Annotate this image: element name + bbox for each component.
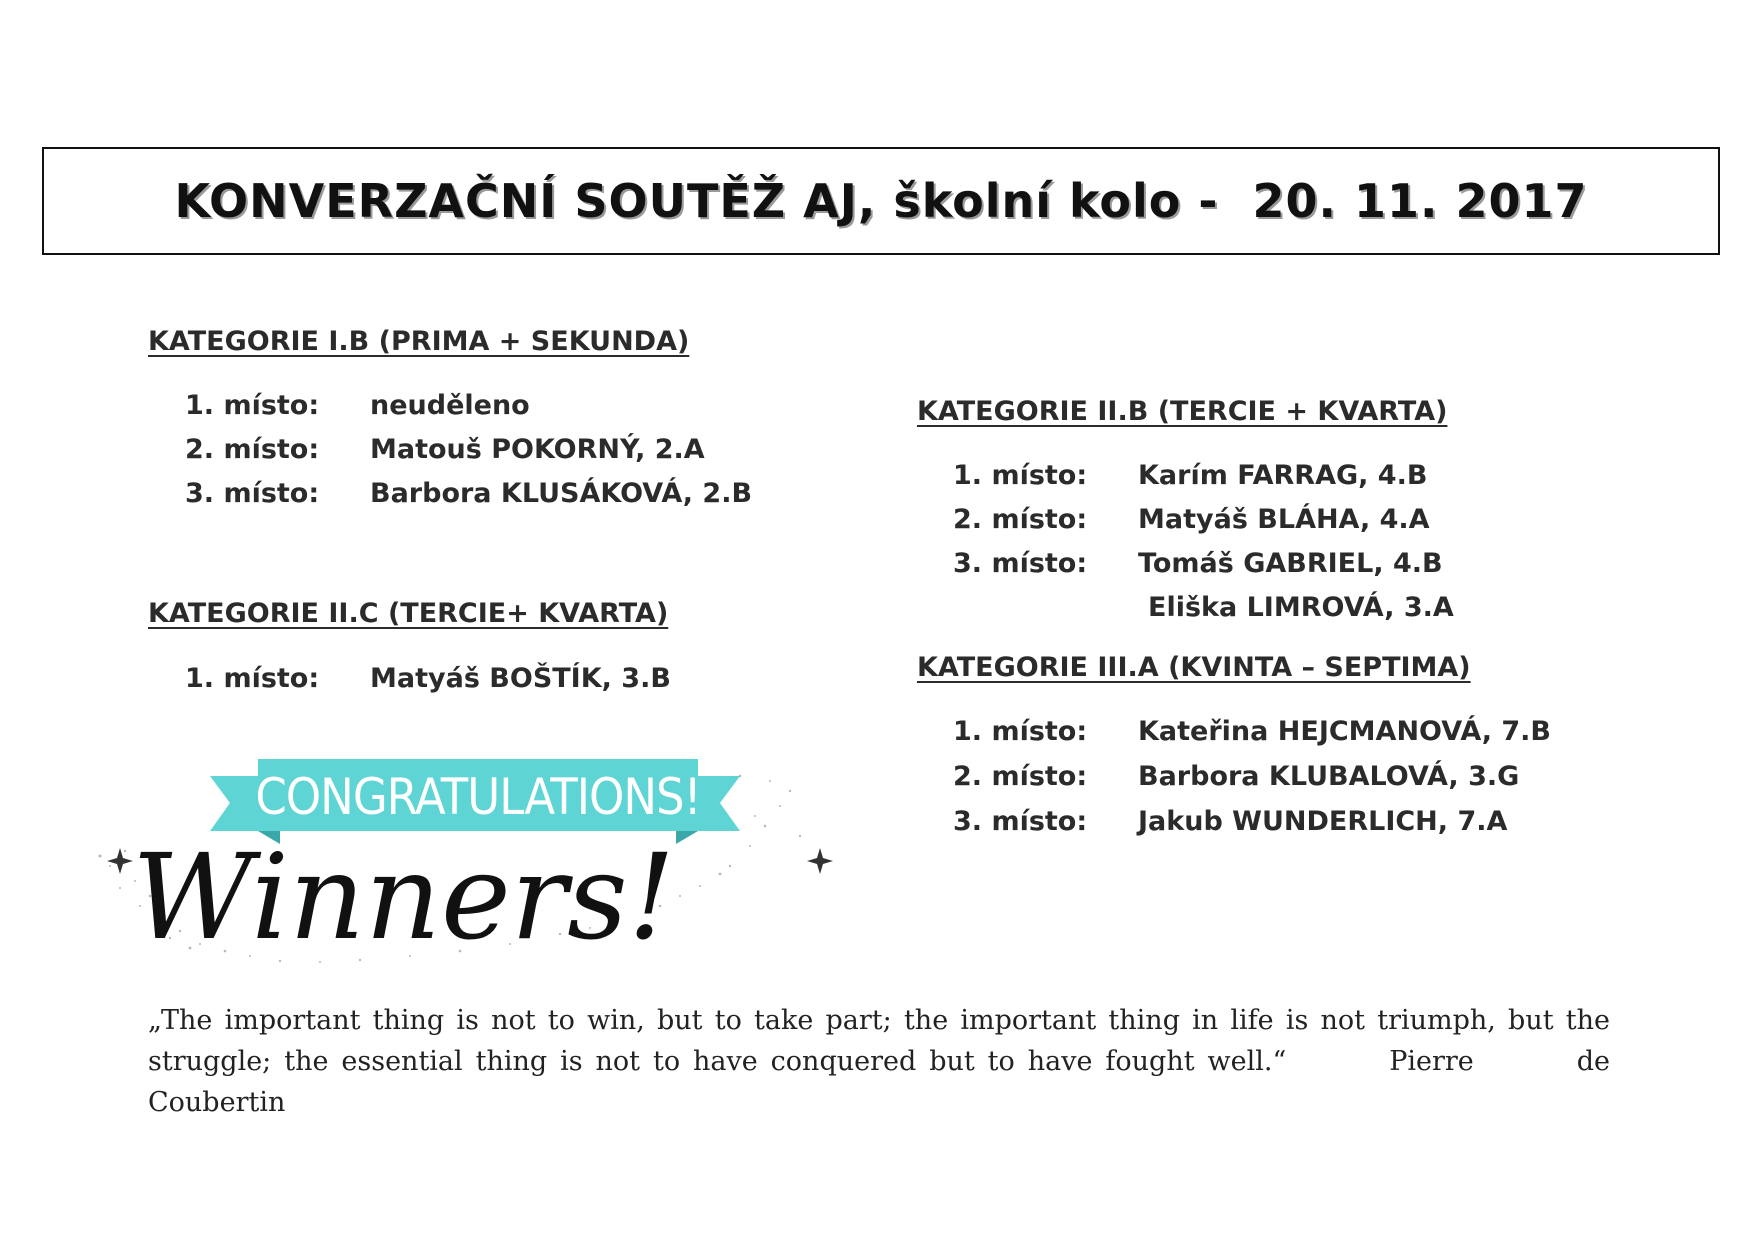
result-name: Barbora KLUSÁKOVÁ, 2.B	[370, 478, 753, 509]
result-place: 2. místo:	[953, 761, 1088, 792]
title-box	[42, 147, 1720, 255]
result-name: Matyáš BLÁHA, 4.A	[1138, 504, 1430, 535]
result-name: Barbora KLUBALOVÁ, 3.G	[1138, 761, 1520, 792]
result-place: 2. místo:	[185, 434, 320, 465]
result-name: Jakub WUNDERLICH, 7.A	[1138, 806, 1508, 837]
result-name: Matouš POKORNÝ, 2.A	[370, 434, 705, 465]
quote-author-last: Coubertin	[148, 1087, 286, 1118]
result-name: neuděleno	[370, 390, 530, 421]
result-place: 3. místo:	[185, 478, 320, 509]
ribbon-text: CONGRATULATIONS!	[255, 768, 701, 826]
result-name: Kateřina HEJCMANOVÁ, 7.B	[1138, 716, 1552, 747]
result-name: Karím FARRAG, 4.B	[1138, 460, 1428, 491]
result-place: 1. místo:	[953, 716, 1088, 747]
category-heading-iic: KATEGORIE II.C (TERCIE+ KVARTA)	[148, 598, 669, 629]
result-place: 3. místo:	[953, 548, 1088, 579]
congratulations-winners-graphic	[80, 756, 870, 976]
quote-author-first: Pierre	[1389, 1046, 1474, 1077]
page-title: KONVERZAČNÍ SOUTĚŽ AJ, školní kolo - 20. 11. 2017	[174, 174, 1588, 228]
result-name: Matyáš BOŠTÍK, 3.B	[370, 663, 671, 694]
result-place: 3. místo:	[953, 806, 1088, 837]
category-heading-iib: KATEGORIE II.B (TERCIE + KVARTA)	[917, 396, 1448, 427]
quote-author-particle: de	[1576, 1046, 1610, 1077]
category-heading-iiia: KATEGORIE III.A (KVINTA – SEPTIMA)	[917, 652, 1471, 683]
result-name: Tomáš GABRIEL, 4.B	[1138, 548, 1443, 579]
result-name: Eliška LIMROVÁ, 3.A	[1148, 592, 1454, 623]
result-place: 1. místo:	[953, 460, 1088, 491]
result-place: 1. místo:	[185, 390, 320, 421]
winners-script-text: Winners!	[132, 828, 676, 966]
result-place: 1. místo:	[185, 663, 320, 694]
category-heading-ib: KATEGORIE I.B (PRIMA + SEKUNDA)	[148, 326, 690, 357]
quote-text: „The important thing is not to win, but to take part; the important thing in life is not triumph, but the struggle; the essential thing is not to have conquered but to have fought well.“	[148, 1005, 1610, 1077]
result-place: 2. místo:	[953, 504, 1088, 535]
quote-block	[148, 1000, 1610, 1123]
